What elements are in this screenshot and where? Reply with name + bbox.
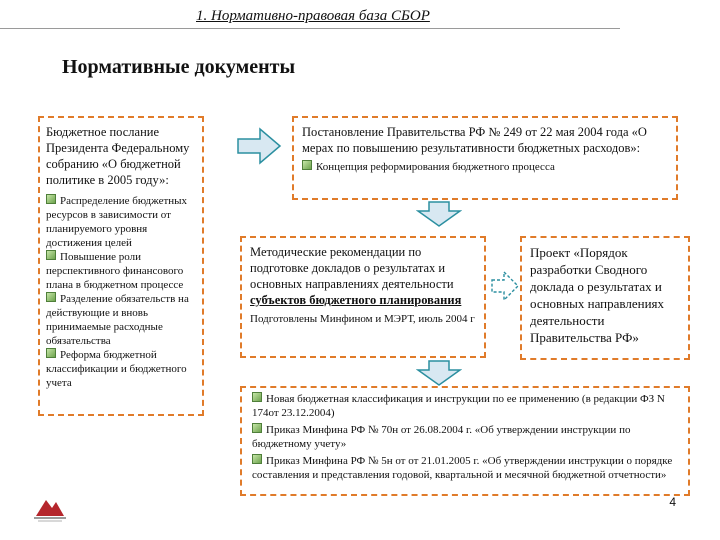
left-box-bullet-4: Реформа бюджетной классификации и бюджетного учета — [46, 349, 187, 389]
bullet-icon — [46, 194, 56, 204]
bullet-icon — [46, 250, 56, 260]
header-title: 1. Нормативно-правовая база СБОР — [196, 8, 430, 24]
mid-box-text: Методические рекомендации по подготовке докладов о результатах и основных направлениях деятельности — [250, 245, 454, 291]
top-box-text: Постановление Правительства РФ № 249 от 22 мая 2004 года «О мерах по повышению результативности бюджетных расходов»: — [302, 125, 647, 155]
left-box-bullet-1: Распределение бюджетных ресурсов в зависимости от планируемого уровня достижения целей — [46, 195, 188, 249]
down-arrow-icon-2 — [416, 360, 462, 386]
bullet-icon — [302, 160, 312, 170]
header-divider — [0, 28, 620, 29]
right-arrow-icon — [236, 126, 282, 166]
bullet-icon — [252, 454, 262, 464]
bottom-box-bullet-2: Приказ Минфина РФ № 70н от 26.08.2004 г. «Об утверждении инструкции по бюджетному учету» — [252, 424, 631, 450]
down-arrow-icon — [416, 201, 462, 227]
top-box-bullet: Концепция реформирования бюджетного процесса — [302, 160, 668, 174]
bottom-box — [240, 386, 690, 496]
logo-icon — [30, 490, 70, 524]
left-box-bullet-3: Разделение обязательств на действующие и вновь принимаемые расходные обязательства — [46, 293, 189, 347]
page-number: 4 — [669, 495, 676, 509]
right-box — [520, 236, 690, 360]
mid-box-sub: Подготовлены Минфином и МЭРТ, июль 2004 г — [250, 313, 475, 325]
mid-box — [240, 236, 486, 358]
left-box — [38, 116, 204, 416]
bottom-box-bullet-3: Приказ Минфина РФ № 5н от от 21.01.2005 г. «Об утверждении инструкции о порядке составления и представления годовой, квартальной и месячной бюджетной отчетности» — [252, 455, 673, 481]
dashed-right-arrow-icon — [490, 270, 520, 302]
left-box-intro: Бюджетное послание Президента Федеральному собранию «О бюджетной политике в 2005 году»: — [46, 125, 190, 187]
page-title: Нормативные документы — [62, 56, 296, 78]
bullet-icon — [46, 348, 56, 358]
bullet-icon — [46, 292, 56, 302]
mid-box-bold: субъектов бюджетного планирования — [250, 293, 462, 307]
top-box — [292, 116, 678, 200]
bullet-icon — [252, 392, 262, 402]
bottom-box-bullet-1: Новая бюджетная классификация и инструкции по ее применению (в редакции ФЗ N 174от 23.12.2004) — [252, 393, 665, 419]
right-box-text: Проект «Порядок разработки Сводного доклада о результатах и основных направлениях деятельности Правительства РФ» — [530, 245, 665, 345]
left-box-bullet-2: Повышение роли перспективного финансового плана в бюджетном процессе — [46, 251, 184, 291]
bullet-icon — [252, 423, 262, 433]
